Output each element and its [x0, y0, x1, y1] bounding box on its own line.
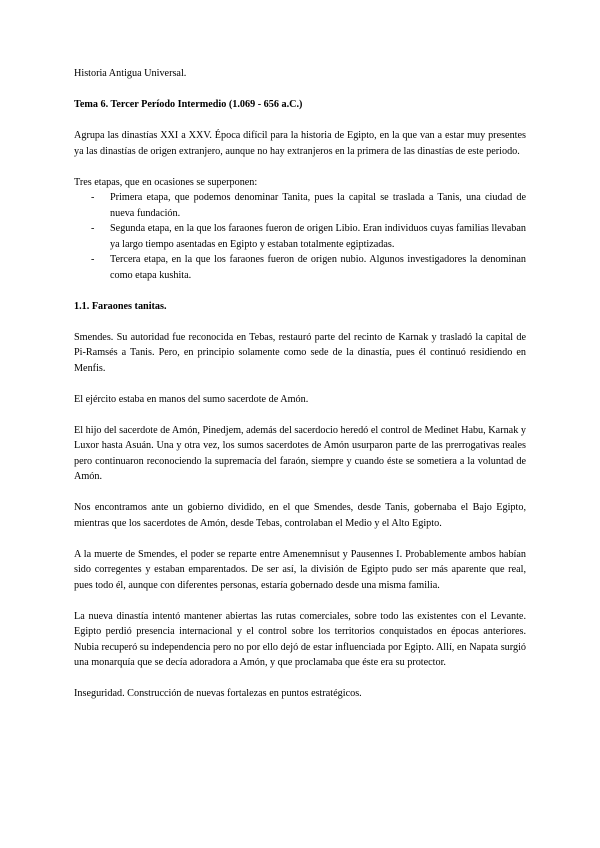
- list-item-text: Primera etapa, que podemos denominar Tanita, pues la capital se traslada a Tanis, una ciudad de nueva fundación.: [110, 192, 526, 219]
- topic-title: Tema 6. Tercer Período Intermedio (1.069 - 656 a.C.): [74, 99, 303, 110]
- list-item: [74, 221, 526, 252]
- intro-paragraph: Agrupa las dinastías XXI a XXV. Época difícil para la historia de Egipto, en la que van a estar muy presentes ya las dinastías de origen extranjero, aunque no hay extranjeros en la primera de las dinastías de este periodo.: [74, 130, 526, 157]
- list-bullet: -: [91, 192, 95, 203]
- list-bullet: -: [91, 223, 95, 234]
- list-item: [74, 252, 526, 283]
- body-paragraph: A la muerte de Smendes, el poder se reparte entre Amenemnisut y Pausennes I. Probablemente ambos habían sido corregentes y estaban emparentados. De ser así, la división de Egipto pudo ser más aparente que real, pues todo él, aunque con diferentes personas, estaría gobernado desde una misma familia.: [74, 548, 526, 591]
- body-paragraph: El hijo del sacerdote de Amón, Pinedjem, además del sacerdocio heredó el control de Medinet Habu, Karnak y Luxor hasta Asuán. Una y otra vez, los sumos sacerdotes de Amón usurparon parte de las prerrogativas reales pero continuaron reconociendo la supremacía del faraón, siempre y cuando éste se sometiera a la voluntad de Amón.: [74, 424, 526, 482]
- list-item-text: Tercera etapa, en la que los faraones fueron de origen nubio. Algunos investigadores la denominan como etapa kushita.: [110, 254, 526, 281]
- body-paragraph: Nos encontramos ante un gobierno dividido, en el que Smendes, desde Tanis, gobernaba el Bajo Egipto, mientras que los sacerdotes de Amón, desde Tebas, controlaban el Medio y el Alto Egipto.: [74, 502, 526, 529]
- course-title: Historia Antigua Universal.: [74, 68, 187, 79]
- body-paragraph: La nueva dinastía intentó mantener abiertas las rutas comerciales, sobre todo las existentes con el Levante. Egipto perdió presencia internacional y el control sobre los territorios conquistados en épocas anteriores. Nubia recuperó su independencia pero no por ello dejó de estar influenciada por Egipto. Allí, en Napata surgió una monarquía que se decía adoradora a Amón, y que proclamaba que éste era su protector.: [74, 610, 526, 668]
- body-paragraph: El ejército estaba en manos del sumo sacerdote de Amón.: [74, 393, 309, 405]
- list-item-text: Segunda etapa, en la que los faraones fueron de origen Libio. Eran individuos cuyas familias llevaban ya largo tiempo asentadas en Egipto y estaban totalmente egiptizadas.: [110, 223, 526, 250]
- stages-intro: Tres etapas, que en ocasiones se superponen:: [74, 176, 258, 188]
- body-paragraph: Smendes. Su autoridad fue reconocida en Tebas, restauró parte del recinto de Karnak y trasladó la capital de Pi-Ramsés a Tanis. Pero, en principio solamente como sede de la dinastía, pues él continuó residiendo en Menfis.: [74, 331, 526, 374]
- list-item: [74, 190, 526, 221]
- stages-list: [74, 190, 526, 283]
- list-bullet: -: [91, 254, 95, 265]
- section-heading: 1.1. Faraones tanitas.: [74, 300, 167, 312]
- document-page: [74, 66, 526, 717]
- body-paragraph: Inseguridad. Construcción de nuevas fortalezas en puntos estratégicos.: [74, 688, 362, 699]
